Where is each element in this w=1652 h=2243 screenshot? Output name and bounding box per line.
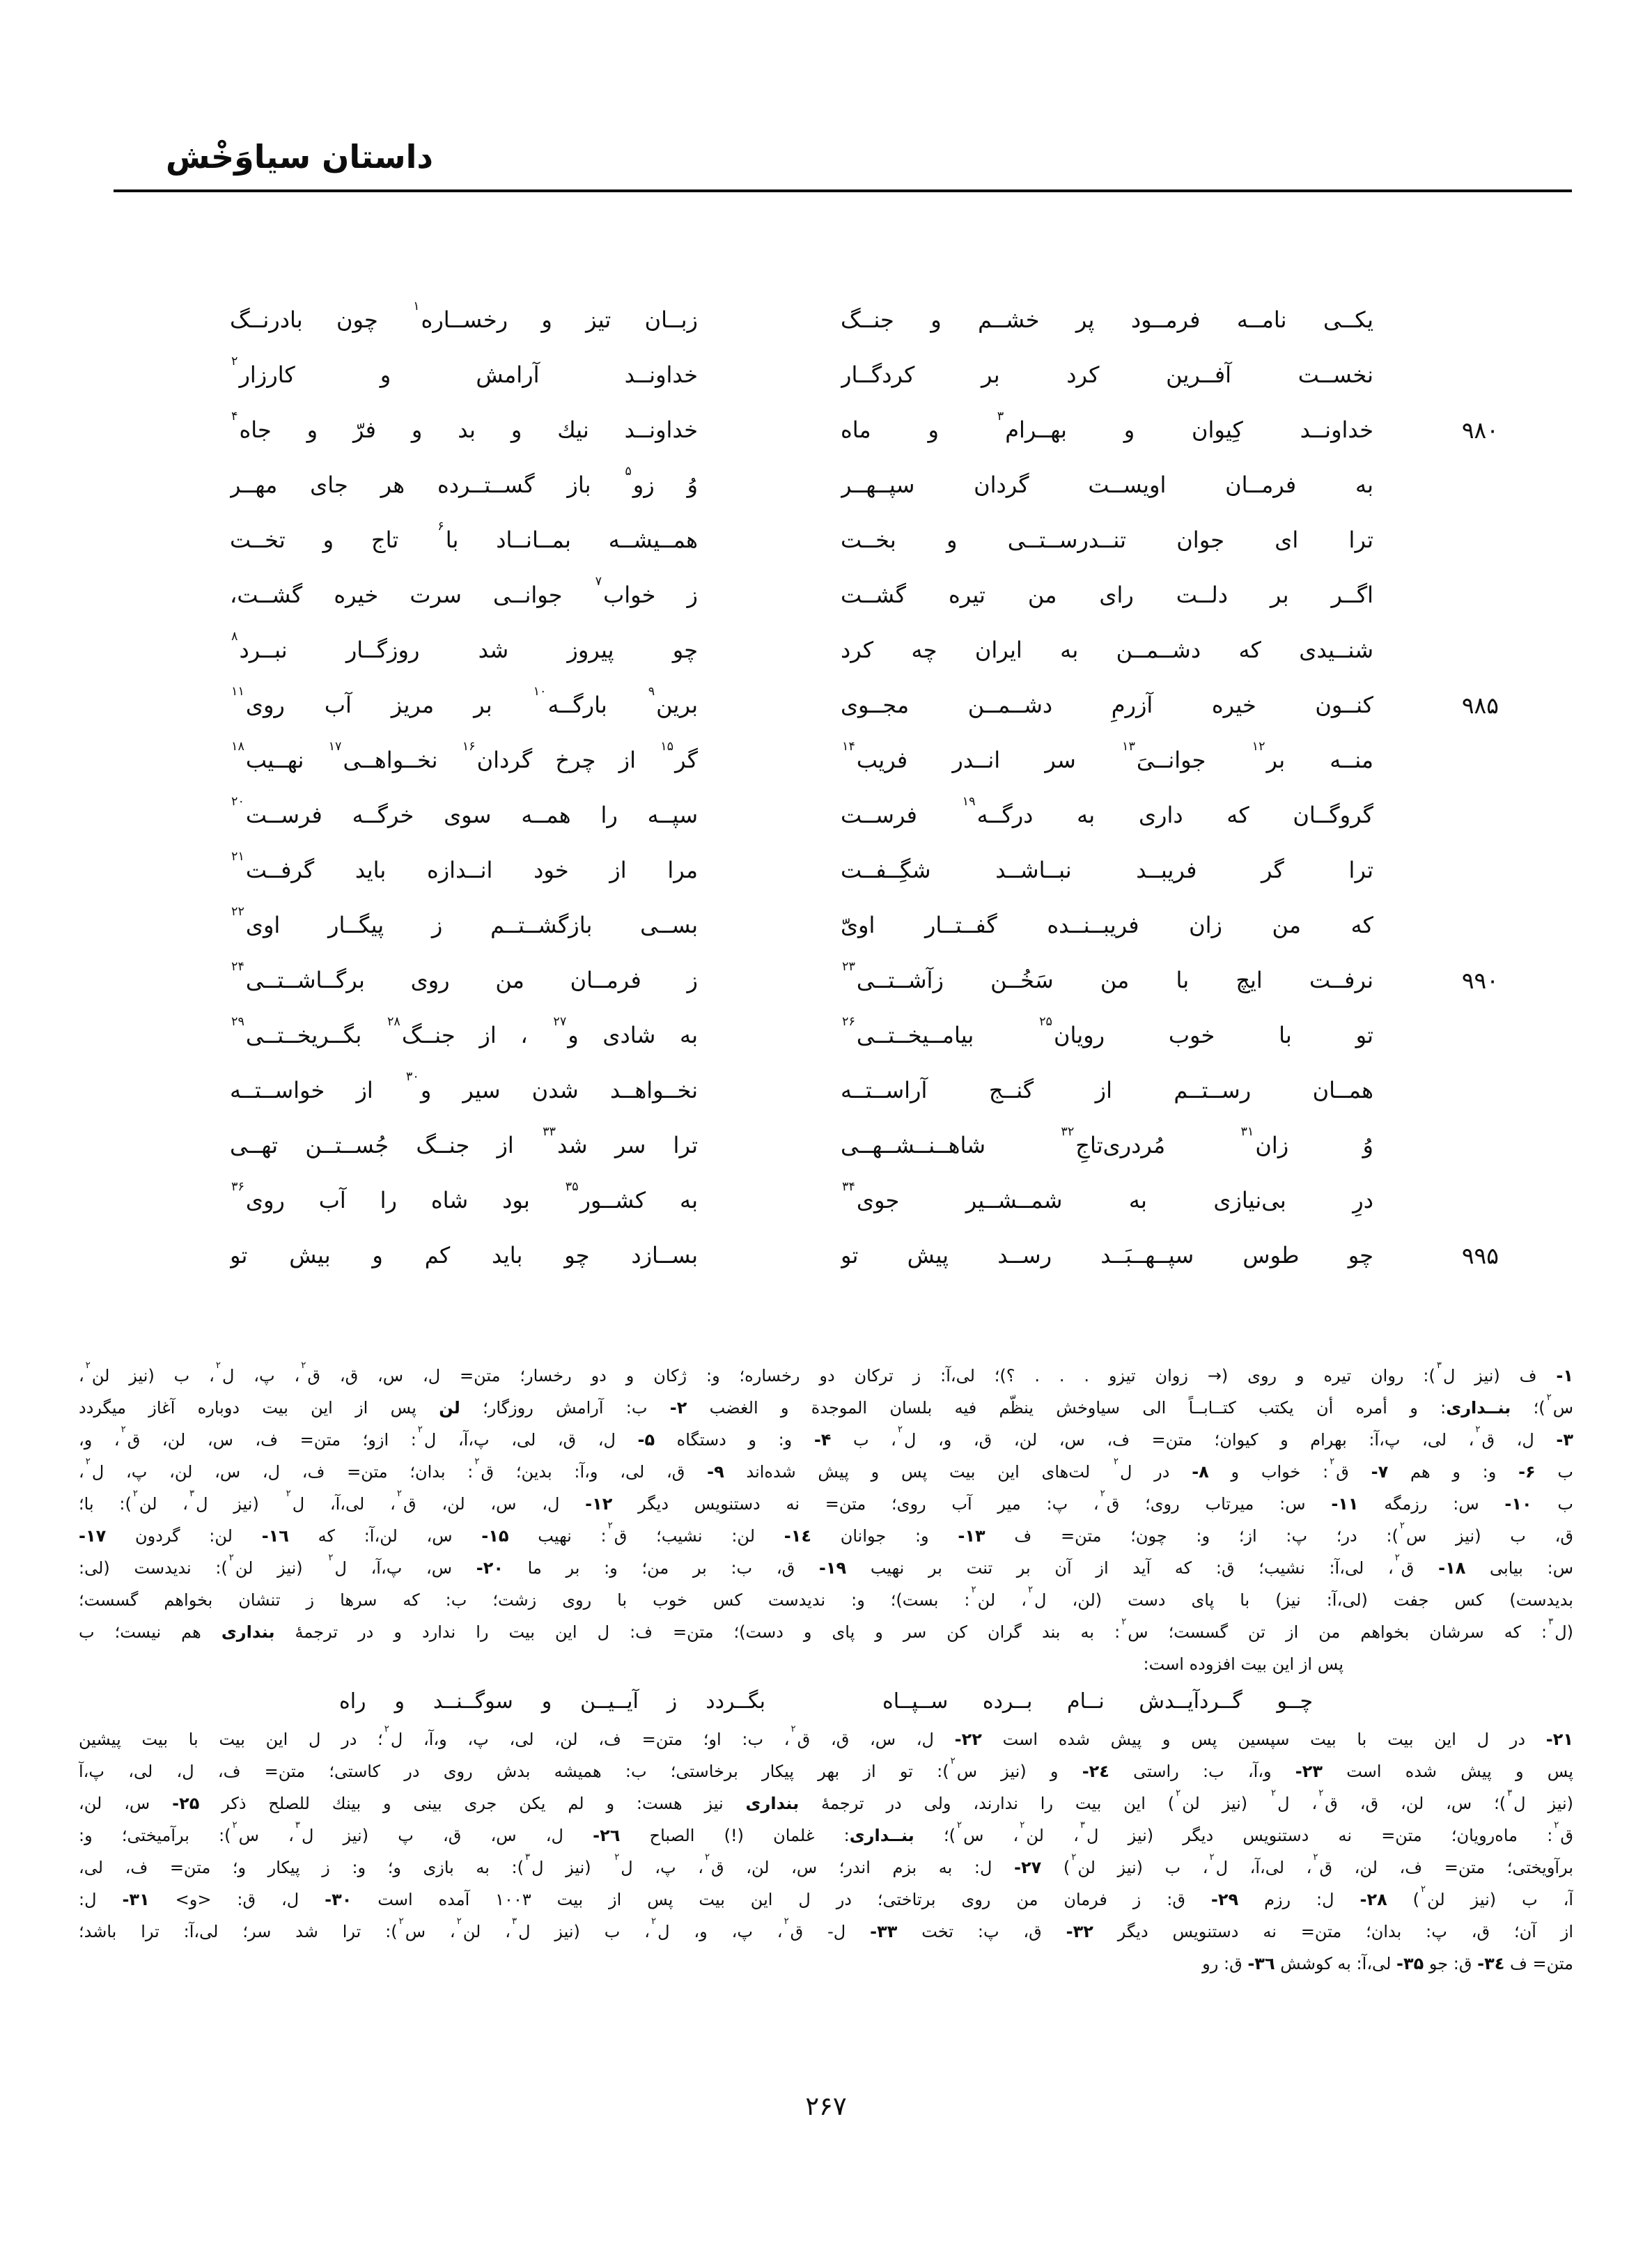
- hemistich-left: ترا سر شد$^{۳۳}$ از جنــگ جُســتــن تهــی: [230, 1125, 698, 1158]
- hemistich-left: نخــواهــد شدن سیر و$^{۳۰}$ از خواســتــه: [230, 1070, 698, 1103]
- hemistich-right: منــه بر$^{۱۲}$ جوانــیَ$^{۱۳}$ سر انــدر فریب$^{۱۴}$: [842, 740, 1373, 773]
- hemistich-right: شنــیدی که دشــمــن به ایران چه کرد: [841, 637, 1373, 663]
- hemistich-right: چــو گــردآیــدش نــام بــرده ســپــاه: [882, 1689, 1313, 1714]
- hemistich-right: کنــون خیره آزرمِ دشــمــن مجــوی: [841, 692, 1373, 718]
- verse-number: ۹۸۰: [1461, 417, 1499, 444]
- hemistich-left: ز فرمــان من روی برگــاشــتــی$^{۲۴}$: [231, 960, 698, 993]
- hemistich-right: ترا گر فریبــد نبــاشــد شگِــفــت: [841, 857, 1373, 883]
- hemistich-right: گروگــان که داری به درگــه$^{۱۹}$ فرســت: [841, 795, 1373, 828]
- hemistich-left: همــیشــه بمــانــاد با$^۶$ تاج و تخــت: [230, 520, 698, 553]
- footnote-line: بدیدست) کس جفت (لی،آ: نیز) با پای دست (لن، ل$^۲$، لن$^۲$: بست)؛ و: ندیدست کس خوب با روی زشت؛ ب: که سرها ز تنشان بخواهم گسست؛: [79, 1585, 1573, 1610]
- footnote-line: ب ۶- و: و هم ۷- ق$^۲$: خواب و ۸- در ل$^۲$ لت‌های این بیت پس و پیش شده‌اند ۹- ق، لی، و،آ: بدین؛ ق$^۲$: بدان؛ متن= ف، ل، س، لن، پ، ل$^۲$،: [79, 1457, 1573, 1482]
- verse-row: [230, 788, 1499, 843]
- verse-row: [230, 1063, 1499, 1118]
- verse-row: [230, 1173, 1499, 1228]
- verse-row: [230, 348, 1499, 403]
- footnote-line: س$^۲$)؛ بنــداری: و أمره أن یکتب کتــابــاً الی سیاوخش ینظّم فیه بلسان الموجدة و الغضب ۲- ب: آرامش روزگار؛ لن پس از این بیت دوباره آغاز میگردد: [79, 1392, 1573, 1418]
- hemistich-right: اگــر بر دلــت رای من تیره گشــت: [841, 582, 1373, 608]
- hemistich-left: زبــان تیز و رخســاره$^۱$ چون بادرنــگ: [230, 300, 698, 333]
- verse-row: [230, 623, 1499, 678]
- verse-row: [230, 568, 1499, 623]
- footnote-line: س: بیابی ۱۸- ق$^۲$، لی،آ: نشیب؛ ق: که آید از آن بر تنت بر نهیب ۱۹- ق، ب: بر من؛ و: بر ما ۲۰- س، پ،آ، ل$^۲$ (نیز لن$^۲$): ندیدست (لی:: [79, 1553, 1573, 1578]
- hemistich-right: تو با خوب رویان$^{۲۵}$ بیامــیخــتــی$^{۲۶}$: [842, 1015, 1373, 1048]
- verse-number: ۹۸۵: [1461, 692, 1499, 719]
- hemistich-left: چو پیروز شد روزگــار نبــرد$^۸$: [231, 630, 698, 663]
- hemistich-left: به کشــور$^{۳۵}$ بود شاه را آب روی$^{۳۶}$: [231, 1180, 698, 1213]
- hemistich-right: ترا ای جوان تنــدرســتــی و بخــت: [841, 527, 1373, 553]
- verse-row: [230, 293, 1499, 348]
- hemistich-right: درِ بی‌نیازی به شمــشــیر جوی$^{۳۴}$: [842, 1180, 1373, 1213]
- footnote-line: ق$^۲$: ماه‌رویان؛ متن= نه دستنویس دیگر (نیز ل$^۳$، لن$^۲$، س$^۲$)؛ بنــداری: غلمان (!) الصباح ۲٦- ل، س، ق، پ (نیز ل$^۳$، س$^۲$): برآمیختی؛ و:: [79, 1820, 1573, 1845]
- hemistich-right: نرفــت ایچ با من سَخُــن زآشــتــی$^{۲۳}$: [842, 960, 1373, 993]
- hemistich-left: مرا از خود انــدازه باید گرفــت$^{۲۱}$: [231, 850, 698, 883]
- hemistich-right: خداونــد کِیوان و بهــرام$^۳$ و ماه: [841, 410, 1373, 443]
- footnote-line: پس و پیش شده است ۲۳- و،آ، ب: راستی ۲٤- و (نیز س$^۲$): تو از بهر پیکار برخاستی؛ ب: همیشه بدش روی در کاستی؛ متن= ف، ل، لی، پ،آ: [79, 1756, 1573, 1781]
- footnote-line: آ، ب (نیز لن$^۲$) ۲۸- ل: رزم ۲۹- ق: ز فرمان من روی برتاختی؛ در ل این بیت پس از بیت ۱۰۰۳ آمده است ۳۰- ل، ق: <و> ۳۱- ل:: [79, 1884, 1573, 1909]
- hemistich-left: وُ زو$^۵$ باز گســتــرده هر جای مهــر: [230, 465, 698, 498]
- hemistich-left: به شادی و$^{۲۷}$ ، از جنــگ$^{۲۸}$ بگــریخــتــی$^{۲۹}$: [231, 1015, 698, 1048]
- hemistich-right: وُ زان$^{۳۱}$ مُردری‌تاجِ$^{۳۲}$ شاهــنــشــهــی: [841, 1125, 1373, 1158]
- footnote-line: ۱- ف (نیز ل$^۳$): روان تیره و روی (→ زوان تیزو . . . ؟)؛ لی،آ: ز ترکان دو رخساره؛ و: ژکان و دو رخسار؛ متن= ل، س، ق، ق$^۲$، پ، ل$^۲$، ب (نیز لن$^۲$،: [79, 1360, 1573, 1386]
- footnotes-block: [79, 1360, 1573, 1980]
- poem-block: [230, 293, 1499, 1283]
- footnote-line: پس از این بیت افزوده است:: [1143, 1654, 1343, 1674]
- hemistich-left: بســازد چو باید کم و بیش تو: [230, 1242, 698, 1268]
- page-title: داستان سیاوَخْش: [166, 138, 433, 176]
- verse-row: [230, 1118, 1499, 1173]
- page-number: ۲۶۷: [805, 2091, 847, 2121]
- hemistich-right: به فرمــان اویســت گردان سپــهــر: [841, 472, 1373, 498]
- footnote-line: ب ۱۰- س: رزمگه ۱۱- س: میرتاب روی؛ ق$^۲$، پ: میر آب روی؛ متن= نه دستنویس دیگر ۱۲- ل، س، لن، ق$^۲$، لی،آ، ل$^۲$ (نیز ل$^۳$، لن$^۲$): با؛: [79, 1489, 1573, 1514]
- footnote-line: ۳- ل، ق$^۲$، لی، پ،آ: بهرام و کیوان؛ متن= ف، س، لن، ق، و، ل$^۲$، ب ۴- و: و دستگاه ۵- ل، ق، لی، پ،آ، ل$^۲$: ازو؛ متن= ف، س، لن، ق$^۲$، و،: [79, 1425, 1573, 1450]
- verse-row: [230, 1228, 1499, 1283]
- verse-row: [230, 403, 1499, 458]
- footnote-line: متن= ف ۳٤- ق: جو ۳۵- لی،آ: به کوشش ۳٦- ق: رو: [1202, 1954, 1573, 1973]
- verse-row: [230, 898, 1499, 953]
- footnote-line: برآویختی؛ متن= ف، لن، ق$^۲$، لی،آ، ل$^۲$، ب (نیز لن$^۲$) ۲۷- ل: به بزم اندر؛ س، لن، ق$^۲$، پ، ل$^۲$ (نیز ل$^۳$): به بازی و؛ و: ز پیکار و؛ متن= ف، لی،: [79, 1852, 1573, 1877]
- hemistich-left: ز خواب$^۷$ جوانــی سرت خیره گشــت،: [230, 575, 698, 608]
- footnote-line: (نیز ل$^۳$)؛ س، لن، ق، ق$^۲$، ل$^۲$ (نیز لن$^۲$) این بیت را ندارند، ولی در ترجمهٔ بنداری نیز هست: و لم یکن جری بینی و بینك للصلح ذکر ۲۵- س، لن،: [79, 1788, 1573, 1813]
- hemistich-left: گر$^{۱۵}$ از چرخ گردان$^{۱۶}$ نخــواهــی$^{۱۷}$ نهــیب$^{۱۸}$: [231, 740, 698, 773]
- verse-row: [230, 513, 1499, 568]
- verse-row: [230, 1008, 1499, 1063]
- verse-number: ۹۹۵: [1461, 1242, 1499, 1269]
- hemistich-right: یکــی نامــه فرمــود پر خشــم و جنــگ: [841, 306, 1373, 333]
- hemistich-left: خداونــد آرامش و کارزار$^۲$: [231, 355, 698, 388]
- footnote-line: ق، ب (نیز س$^۲$): در؛ پ: از؛ و: چون؛ متن= ف ۱۳- و: جوانان ۱٤- لن: نشیب؛ ق$^۲$: نهیب ۱۵- س، لن،آ: که ۱٦- لن: گردون ۱۷-: [79, 1521, 1573, 1546]
- header-rule: [114, 189, 1572, 192]
- verse-row: [230, 953, 1499, 1008]
- hemistich-left: بگــردد ز آیــیــن و سوگــنــد و راه: [339, 1689, 765, 1714]
- hemistich-right: نخســت آفــرین کرد بر کردگــار: [841, 362, 1373, 388]
- hemistich-left: برین$^۹$ بارگــه$^{۱۰}$ بر مریز آب روی$^{۱۱}$: [231, 685, 698, 718]
- footnote-inserted-verse: [79, 1682, 1573, 1722]
- hemistich-right: همــان رســتــم از گنــج آراســتــه: [841, 1077, 1373, 1103]
- verse-row: [230, 678, 1499, 733]
- verse-row: [230, 458, 1499, 513]
- verse-row: [230, 843, 1499, 898]
- footnote-line: (ل$^۳$: که سرشان بخواهم من از تن گسست؛ س$^۲$: به بند گران کن سر و پای و دست)؛ متن= ف: ل این بیت را ندارد و در ترجمهٔ بنداری هم نیست؛ ب: [79, 1617, 1573, 1642]
- hemistich-right: چو طوس سپــهــبَــد رســد پیش تو: [841, 1242, 1373, 1268]
- hemistich-right: که من زان فریبــنــده گفــتــار اویّ: [841, 912, 1373, 938]
- footnote-line: از آن؛ ق، پ: بدان؛ متن= نه دستنویس دیگر ۳۲- ق، پ: تخت ۳۳- ل- ق$^۲$، پ، و، ل$^۲$، ب (نیز ل$^۳$، لن$^۲$، س$^۲$): ترا شد سر؛ لی،آ: ترا باشد؛: [79, 1916, 1573, 1941]
- hemistich-left: بســی بازگشــتــم ز پیگــار اوی$^{۲۲}$: [231, 905, 698, 938]
- hemistich-left: خداونــد نیك و بد و فرّ و جاه$^۴$: [231, 410, 698, 443]
- hemistich-left: سپــه را همــه سوی خرگــه فرســت$^{۲۰}$: [231, 795, 698, 828]
- verse-row: [230, 733, 1499, 788]
- verse-number: ۹۹۰: [1461, 967, 1499, 994]
- footnote-line: ۲۱- در ل این بیت با بیت سپسین پس و پیش شده است ۲۲- ل، س، ق، ق$^۲$، ب: او؛ متن= ف، لن، لی، پ، و،آ، ل$^۲$؛ در ل این بیت با بیت پیشین: [79, 1724, 1573, 1749]
